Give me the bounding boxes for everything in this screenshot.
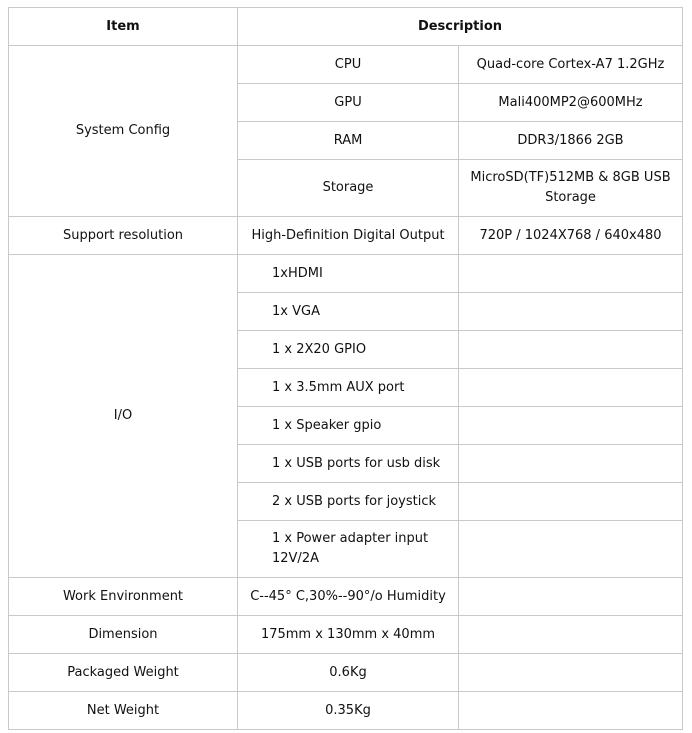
spec-table	[8, 7, 683, 730]
work-environment-label: Work Environment	[9, 578, 238, 616]
io-item: 1 x USB ports for usb disk	[238, 445, 459, 483]
io-item: 1 x Power adapter input 12V/2A	[238, 521, 459, 578]
table-row	[9, 654, 683, 692]
table-row	[9, 46, 683, 84]
header-row	[9, 8, 683, 46]
net-weight-value: 0.35Kg	[238, 692, 459, 730]
packaged-weight-label: Packaged Weight	[9, 654, 238, 692]
spec-value-ram: DDR3/1866 2GB	[459, 122, 683, 160]
io-item: 1 x 3.5mm AUX port	[238, 369, 459, 407]
spec-key-ram: RAM	[238, 122, 459, 160]
empty-cell	[459, 654, 683, 692]
io-label: I/O	[9, 255, 238, 578]
work-environment-value: C--45° C,30%--90°/o Humidity	[238, 578, 459, 616]
dimension-label: Dimension	[9, 616, 238, 654]
system-config-label: System Config	[9, 46, 238, 217]
header-item: Item	[9, 8, 238, 46]
packaged-weight-value: 0.6Kg	[238, 654, 459, 692]
empty-cell	[459, 578, 683, 616]
io-item: 1xHDMI	[238, 255, 459, 293]
empty-cell	[459, 445, 683, 483]
support-resolution-key: High-Definition Digital Output	[238, 217, 459, 255]
empty-cell	[459, 293, 683, 331]
table-row	[9, 692, 683, 730]
io-item: 2 x USB ports for joystick	[238, 483, 459, 521]
table-row	[9, 217, 683, 255]
empty-cell	[459, 369, 683, 407]
net-weight-label: Net Weight	[9, 692, 238, 730]
dimension-value: 175mm x 130mm x 40mm	[238, 616, 459, 654]
table-row	[9, 578, 683, 616]
support-resolution-value: 720P / 1024X768 / 640x480	[459, 217, 683, 255]
empty-cell	[459, 483, 683, 521]
spec-key-storage: Storage	[238, 160, 459, 217]
io-item: 1 x Speaker gpio	[238, 407, 459, 445]
spec-value-cpu: Quad-core Cortex-A7 1.2GHz	[459, 46, 683, 84]
table-row	[9, 616, 683, 654]
io-item: 1x VGA	[238, 293, 459, 331]
empty-cell	[459, 407, 683, 445]
spec-key-cpu: CPU	[238, 46, 459, 84]
support-resolution-label: Support resolution	[9, 217, 238, 255]
spec-key-gpu: GPU	[238, 84, 459, 122]
empty-cell	[459, 616, 683, 654]
empty-cell	[459, 521, 683, 578]
empty-cell	[459, 692, 683, 730]
io-item: 1 x 2X20 GPIO	[238, 331, 459, 369]
spec-value-storage: MicroSD(TF)512MB & 8GB USB Storage	[459, 160, 683, 217]
header-description: Description	[238, 8, 683, 46]
spec-value-gpu: Mali400MP2@600MHz	[459, 84, 683, 122]
empty-cell	[459, 255, 683, 293]
table-row	[9, 255, 683, 293]
empty-cell	[459, 331, 683, 369]
